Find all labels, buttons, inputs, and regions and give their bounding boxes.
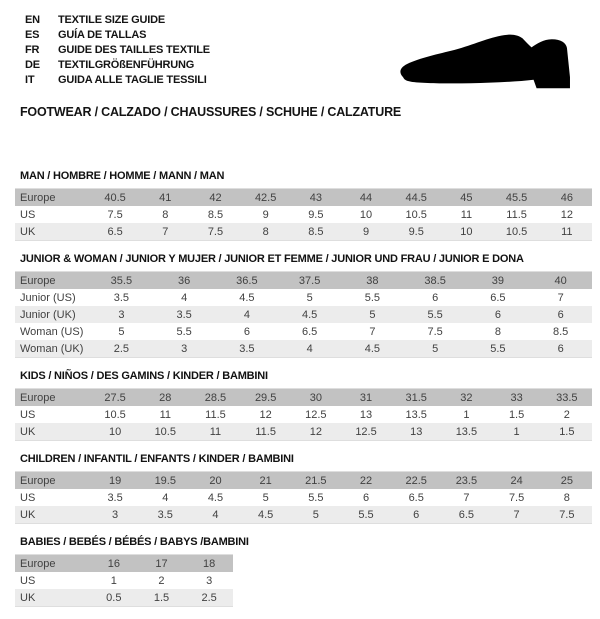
size-table-section-junior-woman: [15, 253, 592, 358]
size-cell: 12: [309, 425, 322, 438]
size-cell: 8: [494, 325, 501, 338]
size-cell: 30: [309, 391, 322, 404]
size-cell: 7.5: [559, 508, 575, 521]
size-cell: 11: [460, 208, 473, 221]
row-label: UK: [20, 225, 36, 238]
size-table-children: [15, 471, 592, 524]
size-cell: 2.5: [201, 591, 217, 604]
size-cell: 7: [162, 225, 169, 238]
size-cell: 28: [159, 391, 172, 404]
language-code: IT: [25, 74, 35, 86]
size-cell: 37.5: [298, 274, 321, 287]
row-label: UK: [20, 591, 36, 604]
table-title-children: CHILDREN / INFANTIL / ENFANTS / KINDER / BAMBINI: [20, 453, 294, 465]
size-cell: 11: [159, 408, 171, 421]
size-cell: 10.5: [154, 425, 176, 438]
size-cell: 3.5: [107, 491, 123, 504]
size-cell: 2: [158, 574, 165, 587]
table-header-row: [15, 472, 592, 490]
size-cell: 10: [108, 425, 122, 438]
size-cell: 6: [413, 508, 420, 521]
size-cell: 5.5: [308, 491, 324, 504]
row-label: Woman (UK): [20, 342, 84, 355]
size-cell: 5: [262, 491, 269, 504]
size-cell: 4.5: [258, 508, 274, 521]
table-row: [15, 406, 592, 423]
size-cell: 13: [359, 408, 373, 421]
size-cell: 17: [155, 557, 168, 570]
row-label: Junior (US): [20, 291, 76, 304]
table-title-babies: BABIES / BEBÉS / BÉBÉS / BABYS /BAMBINI: [20, 536, 249, 548]
size-cell: 5: [369, 308, 376, 321]
size-cell: 7.5: [508, 491, 525, 504]
size-cell: 13.5: [455, 425, 478, 438]
size-cell: 6: [494, 308, 501, 321]
table-title-junior-woman: JUNIOR & WOMAN / JUNIOR Y MUJER / JUNIOR ET FEMME / JUNIOR UND FRAU / JUNIOR E DONA: [20, 253, 524, 265]
size-cell: 6.5: [107, 225, 123, 238]
size-cell: 27.5: [104, 391, 126, 404]
language-code: EN: [25, 14, 40, 26]
size-cell: 8: [563, 491, 570, 504]
size-table-man: [15, 188, 592, 241]
size-cell: 46: [560, 191, 573, 204]
size-cell: 3.5: [157, 508, 173, 521]
size-cell: 8.5: [552, 325, 569, 338]
size-cell: 3: [206, 574, 213, 587]
size-cell: 7: [513, 508, 520, 521]
size-cell: 5.5: [176, 325, 192, 338]
size-cell: 38.5: [424, 274, 446, 287]
size-cell: 11: [561, 225, 573, 238]
size-cell: 8: [162, 208, 169, 221]
size-cell: 12.5: [355, 425, 377, 438]
size-cell: 9: [262, 208, 269, 221]
size-cell: 31: [359, 391, 373, 404]
size-cell: 1: [110, 574, 117, 587]
size-cell: 6.5: [408, 491, 424, 504]
size-cell: 13.5: [405, 408, 427, 421]
language-code: DE: [25, 59, 40, 71]
table-row: [15, 206, 592, 223]
size-cell: 1.5: [508, 408, 525, 421]
size-cell: 1.5: [559, 425, 575, 438]
language-code: FR: [25, 44, 40, 56]
size-cell: 5.5: [364, 291, 381, 304]
size-cell: 19: [108, 474, 122, 487]
size-cell: 16: [107, 557, 120, 570]
size-cell: 38: [366, 274, 379, 287]
language-label: TEXTILE SIZE GUIDE: [58, 14, 166, 26]
size-cell: 4.5: [364, 342, 381, 355]
size-cell: 4.5: [301, 308, 318, 321]
size-cell: 28.5: [204, 391, 227, 404]
language-row-de: [25, 58, 210, 73]
size-cell: 32: [460, 391, 473, 404]
size-cell: 9: [362, 225, 370, 238]
size-cell: 3: [181, 342, 188, 355]
row-label: Europe: [20, 557, 56, 570]
size-cell: 6: [243, 325, 250, 338]
size-cell: 18: [203, 557, 216, 570]
size-cell: 22: [359, 474, 373, 487]
size-cell: 6.5: [490, 291, 506, 304]
row-label: US: [20, 491, 36, 504]
size-cell: 11.5: [506, 208, 527, 221]
size-cell: 10.5: [505, 225, 528, 238]
language-label: TEXTILGRÖßENFÜHRUNG: [58, 59, 195, 71]
size-cell: 4.5: [239, 291, 255, 304]
size-cell: 6: [557, 308, 564, 321]
size-cell: 6: [362, 491, 370, 504]
size-cell: 4: [306, 342, 313, 355]
size-cell: 22.5: [405, 474, 427, 487]
size-cell: 40: [554, 274, 567, 287]
size-cell: 4.5: [207, 491, 224, 504]
size-cell: 6.5: [301, 325, 318, 338]
table-row: [15, 306, 592, 323]
size-table-section-kids: [15, 370, 592, 441]
size-cell: 8: [262, 225, 269, 238]
size-cell: 6: [432, 291, 439, 304]
size-cell: 8.5: [308, 225, 324, 238]
size-cell: 11.5: [255, 425, 276, 438]
size-cell: 9.5: [308, 208, 324, 221]
row-label: Europe: [20, 474, 56, 487]
size-tables: [15, 170, 592, 619]
table-header-row: [15, 555, 233, 573]
size-cell: 1: [463, 408, 470, 421]
size-cell: 29.5: [254, 391, 277, 404]
size-cell: 3: [118, 308, 125, 321]
size-cell: 8.5: [207, 208, 224, 221]
size-cell: 10.5: [104, 408, 126, 421]
language-code: ES: [25, 29, 40, 41]
size-cell: 0.5: [106, 591, 122, 604]
table-row: [15, 489, 592, 506]
size-cell: 5.5: [358, 508, 374, 521]
size-cell: 4: [162, 491, 169, 504]
table-header-row: [15, 189, 592, 207]
row-label: UK: [20, 508, 36, 521]
size-cell: 33: [510, 391, 523, 404]
size-cell: 20: [209, 474, 222, 487]
size-cell: 4: [212, 508, 219, 521]
dress-shoe-icon: [398, 32, 572, 94]
size-cell: 7: [369, 325, 376, 338]
table-row: [15, 572, 233, 589]
size-cell: 5.5: [427, 308, 443, 321]
size-cell: 2.5: [113, 342, 130, 355]
size-cell: 7: [557, 291, 564, 304]
size-table-section-children: [15, 453, 592, 524]
size-cell: 10.5: [405, 208, 427, 221]
table-row: [15, 289, 592, 306]
row-label: Junior (UK): [20, 308, 76, 321]
size-cell: 39: [491, 274, 504, 287]
size-cell: 9.5: [408, 225, 424, 238]
size-cell: 7.5: [427, 325, 443, 338]
table-row: [15, 423, 592, 441]
size-cell: 19.5: [154, 474, 176, 487]
size-cell: 5: [432, 342, 439, 355]
size-cell: 4: [181, 291, 188, 304]
size-cell: 10: [460, 225, 473, 238]
table-row: [15, 506, 592, 524]
size-table-kids: [15, 388, 592, 441]
size-table-junior-woman: [15, 271, 592, 358]
size-cell: 1.5: [153, 591, 170, 604]
language-row-en: [25, 13, 210, 28]
size-cell: 42.5: [254, 191, 277, 204]
size-cell: 44.5: [405, 191, 427, 204]
size-cell: 11.5: [205, 408, 226, 421]
size-cell: 25: [560, 474, 573, 487]
size-cell: 44: [359, 191, 373, 204]
size-cell: 36: [178, 274, 191, 287]
size-cell: 6: [557, 342, 564, 355]
row-label: US: [20, 208, 36, 221]
table-title-man: MAN / HOMBRE / HOMME / MANN / MAN: [20, 170, 225, 182]
size-cell: 3.5: [239, 342, 255, 355]
size-cell: 3.5: [176, 308, 192, 321]
size-cell: 7: [463, 491, 470, 504]
size-cell: 24: [510, 474, 523, 487]
table-title-kids: KIDS / NIÑOS / DES GAMINS / KINDER / BAMBINI: [20, 370, 268, 382]
size-cell: 1: [513, 425, 520, 438]
language-label: GUIDE DES TAILLES TEXTILE: [58, 44, 210, 56]
table-header-row: [15, 272, 592, 290]
size-cell: 6.5: [458, 508, 475, 521]
size-cell: 43: [309, 191, 322, 204]
size-cell: 7.5: [107, 208, 123, 221]
size-cell: 5: [312, 508, 319, 521]
size-cell: 5: [306, 291, 313, 304]
size-cell: 41: [159, 191, 172, 204]
row-label: Europe: [20, 274, 56, 287]
size-cell: 11: [209, 425, 222, 438]
row-label: UK: [20, 425, 36, 438]
table-row: [15, 589, 233, 607]
row-label: US: [20, 408, 36, 421]
size-cell: 42: [209, 191, 222, 204]
size-cell: 5.5: [490, 342, 506, 355]
size-cell: 23.5: [455, 474, 478, 487]
size-cell: 35.5: [110, 274, 133, 287]
size-cell: 12: [259, 408, 272, 421]
size-cell: 13: [410, 425, 423, 438]
row-label: US: [20, 574, 36, 587]
size-cell: 4: [243, 308, 250, 321]
size-cell: 12: [560, 208, 573, 221]
size-cell: 45: [460, 191, 473, 204]
size-cell: 3: [112, 508, 119, 521]
size-cell: 12.5: [305, 408, 327, 421]
size-cell: 40.5: [104, 191, 126, 204]
row-label: Woman (US): [20, 325, 84, 338]
row-label: Europe: [20, 191, 56, 204]
size-table-babies: [15, 554, 233, 607]
size-cell: 31.5: [405, 391, 427, 404]
size-cell: 3.5: [113, 291, 130, 304]
size-cell: 21: [259, 474, 272, 487]
language-row-es: [25, 28, 210, 43]
language-label: GUÍA DE TALLAS: [58, 29, 147, 41]
size-cell: 21.5: [305, 474, 327, 487]
size-table-section-babies: [15, 536, 592, 607]
size-cell: 7.5: [207, 225, 224, 238]
table-row: [15, 323, 592, 340]
row-label: Europe: [20, 391, 56, 404]
language-label: GUIDA ALLE TAGLIE TESSILI: [58, 74, 207, 86]
size-cell: 36.5: [236, 274, 258, 287]
table-row: [15, 223, 592, 241]
size-cell: 5: [118, 325, 125, 338]
size-table-section-man: [15, 170, 592, 241]
size-cell: 2: [563, 408, 570, 421]
table-row: [15, 340, 592, 358]
category-title: FOOTWEAR / CALZADO / CHAUSSURES / SCHUHE / CALZATURE: [20, 105, 402, 119]
language-row-it: [25, 73, 210, 88]
language-guide-block: [25, 13, 210, 88]
language-row-fr: [25, 43, 210, 58]
table-header-row: [15, 389, 592, 407]
size-cell: 33.5: [556, 391, 578, 404]
size-cell: 10: [359, 208, 373, 221]
size-cell: 45.5: [505, 191, 528, 204]
